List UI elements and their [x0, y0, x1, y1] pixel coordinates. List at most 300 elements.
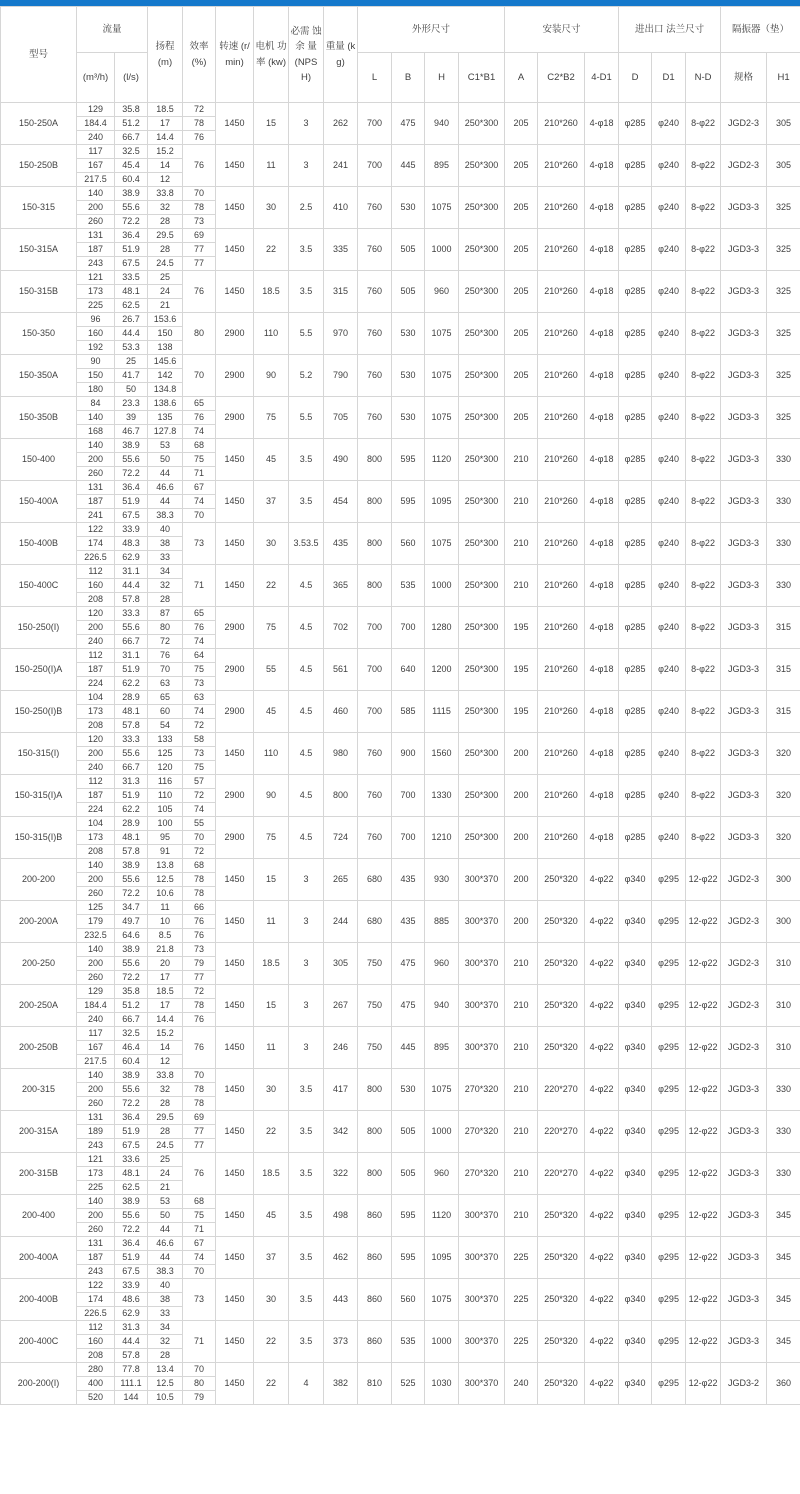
power-cell: 45: [254, 691, 289, 733]
dim-l-cell: 750: [358, 985, 392, 1027]
power-cell: 11: [254, 1027, 289, 1069]
c2b2-cell: 210*260: [538, 313, 585, 355]
c1b1-cell: 250*300: [459, 439, 505, 481]
weight-cell: 315: [324, 271, 358, 313]
npsh-cell: 3: [289, 901, 324, 943]
flow-m3h-cell: 131: [77, 229, 115, 243]
a-cell: 210: [505, 1111, 538, 1153]
a-cell: 210: [505, 439, 538, 481]
flow-ls-cell: 66.7: [115, 635, 148, 649]
nd-cell: 8-φ22: [686, 733, 721, 775]
flow-m3h-cell: 90: [77, 355, 115, 369]
head-cell: 10.5: [148, 1391, 183, 1405]
d-cell: φ340: [619, 901, 652, 943]
weight-cell: 265: [324, 859, 358, 901]
head-cell: 105: [148, 803, 183, 817]
4d1-cell: 4-φ22: [585, 1363, 619, 1405]
flow-m3h-cell: 179: [77, 915, 115, 929]
dim-h-cell: 1120: [425, 439, 459, 481]
dim-l-cell: 800: [358, 1153, 392, 1195]
eff-cell: 67: [183, 481, 216, 495]
head-cell: 91: [148, 845, 183, 859]
spec-cell: JGD2-3: [721, 985, 767, 1027]
nd-cell: 12-φ22: [686, 1363, 721, 1405]
dim-h-cell: 895: [425, 1027, 459, 1069]
flow-m3h-cell: 160: [77, 579, 115, 593]
head-cell: 28: [148, 243, 183, 257]
c2b2-cell: 210*260: [538, 565, 585, 607]
flow-m3h-cell: 260: [77, 467, 115, 481]
head-cell: 125: [148, 747, 183, 761]
head-cell: 138.6: [148, 397, 183, 411]
flow-ls-cell: 38.9: [115, 1195, 148, 1209]
dim-h-cell: 960: [425, 943, 459, 985]
dim-b-cell: 700: [392, 607, 425, 649]
table-row: [1, 901, 800, 915]
c1b1-cell: 250*300: [459, 607, 505, 649]
spec-cell: JGD3-3: [721, 313, 767, 355]
flow-m3h-cell: 131: [77, 1111, 115, 1125]
head-cell: 138: [148, 341, 183, 355]
d-cell: φ285: [619, 817, 652, 859]
flow-ls-cell: 33.9: [115, 1279, 148, 1293]
head-cell: 32: [148, 1083, 183, 1097]
4d1-cell: 4-φ18: [585, 775, 619, 817]
flow-m3h-cell: 121: [77, 1153, 115, 1167]
flow-ls-cell: 72.2: [115, 1097, 148, 1111]
dim-b-cell: 530: [392, 397, 425, 439]
npsh-cell: 3.5: [289, 229, 324, 271]
head-cell: 24.5: [148, 257, 183, 271]
col-header-dims-group: 外形尺寸: [358, 7, 505, 53]
d1-cell: φ240: [652, 481, 686, 523]
flow-m3h-cell: 167: [77, 1041, 115, 1055]
model-cell: 150-315(I)A: [1, 775, 77, 817]
c1b1-cell: 250*300: [459, 817, 505, 859]
weight-cell: 462: [324, 1237, 358, 1279]
d1-cell: φ240: [652, 355, 686, 397]
flow-ls-cell: 51.2: [115, 117, 148, 131]
dim-h-cell: 1075: [425, 523, 459, 565]
h1-cell: 325: [767, 271, 800, 313]
eff-cell: 67: [183, 1237, 216, 1251]
eff-cell: 68: [183, 439, 216, 453]
eff-cell: 66: [183, 901, 216, 915]
h1-cell: 330: [767, 565, 800, 607]
c1b1-cell: 250*300: [459, 103, 505, 145]
4d1-cell: 4-φ18: [585, 355, 619, 397]
c2b2-cell: 250*320: [538, 985, 585, 1027]
power-cell: 18.5: [254, 1153, 289, 1195]
flow-ls-cell: 48.1: [115, 705, 148, 719]
c1b1-cell: 300*370: [459, 943, 505, 985]
flow-ls-cell: 55.6: [115, 873, 148, 887]
head-cell: 38: [148, 1293, 183, 1307]
eff-cell: 69: [183, 229, 216, 243]
flow-m3h-cell: 226.5: [77, 1307, 115, 1321]
flow-ls-cell: 32.5: [115, 145, 148, 159]
spec-cell: JGD3-3: [721, 187, 767, 229]
model-cell: 200-400A: [1, 1237, 77, 1279]
c2b2-cell: 250*320: [538, 859, 585, 901]
d-cell: φ285: [619, 733, 652, 775]
head-cell: 32: [148, 1335, 183, 1349]
dim-l-cell: 700: [358, 649, 392, 691]
col-header-spec: 规格: [721, 53, 767, 103]
flow-m3h-cell: 187: [77, 495, 115, 509]
dim-l-cell: 760: [358, 355, 392, 397]
h1-cell: 305: [767, 145, 800, 187]
eff-cell: 72: [183, 103, 216, 117]
col-header-eff: 效率 (%): [183, 7, 216, 103]
a-cell: 210: [505, 1195, 538, 1237]
d1-cell: φ295: [652, 943, 686, 985]
weight-cell: 970: [324, 313, 358, 355]
spec-cell: JGD3-3: [721, 439, 767, 481]
table-row: [1, 103, 800, 117]
a-cell: 195: [505, 649, 538, 691]
weight-cell: 800: [324, 775, 358, 817]
4d1-cell: 4-φ22: [585, 1237, 619, 1279]
c2b2-cell: 210*260: [538, 691, 585, 733]
h1-cell: 310: [767, 1027, 800, 1069]
h1-cell: 315: [767, 691, 800, 733]
flow-m3h-cell: 112: [77, 649, 115, 663]
flow-m3h-cell: 129: [77, 103, 115, 117]
col-header-D: D: [619, 53, 652, 103]
model-cell: 150-250(I)B: [1, 691, 77, 733]
c1b1-cell: 250*300: [459, 733, 505, 775]
flow-ls-cell: 46.4: [115, 1041, 148, 1055]
a-cell: 225: [505, 1321, 538, 1363]
4d1-cell: 4-φ18: [585, 187, 619, 229]
a-cell: 200: [505, 901, 538, 943]
model-cell: 150-400C: [1, 565, 77, 607]
flow-ls-cell: 57.8: [115, 593, 148, 607]
power-cell: 37: [254, 481, 289, 523]
flow-m3h-cell: 160: [77, 1335, 115, 1349]
head-cell: 133: [148, 733, 183, 747]
flow-ls-cell: 33.5: [115, 271, 148, 285]
flow-m3h-cell: 200: [77, 1209, 115, 1223]
nd-cell: 8-φ22: [686, 439, 721, 481]
a-cell: 225: [505, 1237, 538, 1279]
flow-ls-cell: 62.9: [115, 1307, 148, 1321]
speed-cell: 2900: [216, 817, 254, 859]
flow-m3h-cell: 208: [77, 593, 115, 607]
h1-cell: 325: [767, 397, 800, 439]
a-cell: 205: [505, 313, 538, 355]
col-header-power: 电机 功率 (kw): [254, 7, 289, 103]
nd-cell: 8-φ22: [686, 691, 721, 733]
4d1-cell: 4-φ22: [585, 1111, 619, 1153]
h1-cell: 330: [767, 439, 800, 481]
a-cell: 200: [505, 859, 538, 901]
c2b2-cell: 210*260: [538, 649, 585, 691]
model-cell: 200-400: [1, 1195, 77, 1237]
dim-b-cell: 530: [392, 187, 425, 229]
flow-ls-cell: 41.7: [115, 369, 148, 383]
table-row: [1, 397, 800, 411]
eff-cell: 75: [183, 453, 216, 467]
4d1-cell: 4-φ18: [585, 439, 619, 481]
table-row: [1, 313, 800, 327]
d1-cell: φ295: [652, 1237, 686, 1279]
flow-m3h-cell: 112: [77, 565, 115, 579]
nd-cell: 12-φ22: [686, 859, 721, 901]
c2b2-cell: 250*320: [538, 1195, 585, 1237]
eff-cell: 74: [183, 495, 216, 509]
c2b2-cell: 250*320: [538, 1279, 585, 1321]
dim-l-cell: 810: [358, 1363, 392, 1405]
head-cell: 28: [148, 1349, 183, 1363]
d-cell: φ285: [619, 691, 652, 733]
col-header-model: 型号: [1, 7, 77, 103]
nd-cell: 12-φ22: [686, 1111, 721, 1153]
d1-cell: φ240: [652, 733, 686, 775]
dim-b-cell: 560: [392, 1279, 425, 1321]
dim-b-cell: 560: [392, 523, 425, 565]
speed-cell: 2900: [216, 775, 254, 817]
head-cell: 8.5: [148, 929, 183, 943]
col-header-B: B: [392, 53, 425, 103]
d1-cell: φ240: [652, 271, 686, 313]
col-header-C2B2: C2*B2: [538, 53, 585, 103]
spec-cell: JGD3-3: [721, 355, 767, 397]
eff-cell: 72: [183, 719, 216, 733]
d-cell: φ285: [619, 439, 652, 481]
flow-ls-cell: 38.9: [115, 187, 148, 201]
flow-m3h-cell: 180: [77, 383, 115, 397]
c2b2-cell: 210*260: [538, 355, 585, 397]
head-cell: 14: [148, 159, 183, 173]
speed-cell: 2900: [216, 397, 254, 439]
head-cell: 25: [148, 1153, 183, 1167]
eff-cell: 76: [183, 1153, 216, 1195]
dim-l-cell: 860: [358, 1279, 392, 1321]
flow-m3h-cell: 140: [77, 187, 115, 201]
a-cell: 210: [505, 1027, 538, 1069]
model-cell: 200-315A: [1, 1111, 77, 1153]
head-cell: 120: [148, 761, 183, 775]
header-group-row: [1, 7, 800, 53]
table-row: [1, 1195, 800, 1209]
d-cell: φ340: [619, 1363, 652, 1405]
model-cell: 200-250: [1, 943, 77, 985]
speed-cell: 1450: [216, 103, 254, 145]
flow-m3h-cell: 208: [77, 1349, 115, 1363]
table-body: [1, 103, 800, 1405]
h1-cell: 345: [767, 1195, 800, 1237]
eff-cell: 73: [183, 1279, 216, 1321]
power-cell: 45: [254, 439, 289, 481]
flow-ls-cell: 60.4: [115, 173, 148, 187]
flow-m3h-cell: 104: [77, 691, 115, 705]
table-row: [1, 1153, 800, 1167]
flow-ls-cell: 72.2: [115, 215, 148, 229]
dim-b-cell: 595: [392, 481, 425, 523]
h1-cell: 315: [767, 649, 800, 691]
flow-m3h-cell: 140: [77, 411, 115, 425]
flow-m3h-cell: 200: [77, 1083, 115, 1097]
model-cell: 200-250A: [1, 985, 77, 1027]
table-row: [1, 691, 800, 705]
c1b1-cell: 250*300: [459, 229, 505, 271]
weight-cell: 322: [324, 1153, 358, 1195]
flow-ls-cell: 44.4: [115, 327, 148, 341]
c2b2-cell: 210*260: [538, 397, 585, 439]
head-cell: 65: [148, 691, 183, 705]
eff-cell: 76: [183, 915, 216, 929]
table-row: [1, 607, 800, 621]
flow-ls-cell: 48.1: [115, 1167, 148, 1181]
nd-cell: 8-φ22: [686, 817, 721, 859]
spec-cell: JGD3-3: [721, 397, 767, 439]
eff-cell: 73: [183, 943, 216, 957]
c1b1-cell: 300*370: [459, 901, 505, 943]
flow-m3h-cell: 122: [77, 1279, 115, 1293]
eff-cell: 78: [183, 1097, 216, 1111]
col-header-speed: 转速 (r/min): [216, 7, 254, 103]
nd-cell: 8-φ22: [686, 649, 721, 691]
eff-cell: 75: [183, 761, 216, 775]
col-header-npsh: 必需 蚀余 量 (NPSH): [289, 7, 324, 103]
head-cell: 12: [148, 173, 183, 187]
eff-cell: 78: [183, 117, 216, 131]
flow-ls-cell: 36.4: [115, 229, 148, 243]
head-cell: 17: [148, 117, 183, 131]
table-row: [1, 1363, 800, 1377]
npsh-cell: 3: [289, 145, 324, 187]
speed-cell: 1450: [216, 145, 254, 187]
d-cell: φ285: [619, 649, 652, 691]
c1b1-cell: 250*300: [459, 481, 505, 523]
speed-cell: 1450: [216, 985, 254, 1027]
head-cell: 95: [148, 831, 183, 845]
dim-h-cell: 1120: [425, 1195, 459, 1237]
table-row: [1, 229, 800, 243]
weight-cell: 790: [324, 355, 358, 397]
dim-h-cell: 885: [425, 901, 459, 943]
flow-ls-cell: 34.7: [115, 901, 148, 915]
head-cell: 76: [148, 649, 183, 663]
d-cell: φ340: [619, 1069, 652, 1111]
dim-h-cell: 1095: [425, 1237, 459, 1279]
head-cell: 24.5: [148, 1139, 183, 1153]
head-cell: 40: [148, 523, 183, 537]
dim-b-cell: 585: [392, 691, 425, 733]
head-cell: 12.5: [148, 873, 183, 887]
flow-m3h-cell: 260: [77, 971, 115, 985]
head-cell: 24: [148, 1167, 183, 1181]
dim-h-cell: 940: [425, 103, 459, 145]
head-cell: 28: [148, 1097, 183, 1111]
table-row: [1, 1237, 800, 1251]
h1-cell: 310: [767, 985, 800, 1027]
npsh-cell: 3: [289, 943, 324, 985]
flow-ls-cell: 35.8: [115, 985, 148, 999]
dim-b-cell: 595: [392, 439, 425, 481]
spec-cell: JGD3-3: [721, 607, 767, 649]
spec-cell: JGD2-3: [721, 943, 767, 985]
d-cell: φ285: [619, 187, 652, 229]
npsh-cell: 4.5: [289, 649, 324, 691]
power-cell: 55: [254, 649, 289, 691]
npsh-cell: 4.5: [289, 733, 324, 775]
eff-cell: 79: [183, 957, 216, 971]
a-cell: 210: [505, 565, 538, 607]
col-header-flow-group: 流量: [77, 7, 148, 53]
flow-ls-cell: 33.9: [115, 523, 148, 537]
weight-cell: 305: [324, 943, 358, 985]
table-row: [1, 523, 800, 537]
flow-m3h-cell: 150: [77, 369, 115, 383]
model-cell: 200-200: [1, 859, 77, 901]
weight-cell: 435: [324, 523, 358, 565]
flow-m3h-cell: 243: [77, 257, 115, 271]
power-cell: 37: [254, 1237, 289, 1279]
flow-ls-cell: 31.3: [115, 775, 148, 789]
eff-cell: 72: [183, 789, 216, 803]
flow-ls-cell: 55.6: [115, 747, 148, 761]
head-cell: 33: [148, 1307, 183, 1321]
d1-cell: φ240: [652, 523, 686, 565]
col-header-weight: 重量 (kg): [324, 7, 358, 103]
4d1-cell: 4-φ22: [585, 943, 619, 985]
flow-ls-cell: 38.9: [115, 859, 148, 873]
c2b2-cell: 210*260: [538, 817, 585, 859]
col-header-head: 扬程 (m): [148, 7, 183, 103]
spec-cell: JGD3-3: [721, 1153, 767, 1195]
head-cell: 150: [148, 327, 183, 341]
flow-m3h-cell: 200: [77, 201, 115, 215]
d1-cell: φ240: [652, 103, 686, 145]
d-cell: φ285: [619, 313, 652, 355]
flow-m3h-cell: 140: [77, 859, 115, 873]
flow-m3h-cell: 217.5: [77, 1055, 115, 1069]
flow-ls-cell: 48.1: [115, 831, 148, 845]
4d1-cell: 4-φ22: [585, 1321, 619, 1363]
nd-cell: 12-φ22: [686, 1153, 721, 1195]
nd-cell: 8-φ22: [686, 187, 721, 229]
flow-m3h-cell: 174: [77, 1293, 115, 1307]
eff-cell: 76: [183, 411, 216, 425]
spec-cell: JGD3-3: [721, 481, 767, 523]
spec-cell: JGD3-3: [721, 565, 767, 607]
head-cell: 18.5: [148, 103, 183, 117]
flow-m3h-cell: 208: [77, 719, 115, 733]
eff-cell: 70: [183, 1265, 216, 1279]
d1-cell: φ240: [652, 397, 686, 439]
table-row: [1, 1321, 800, 1335]
head-cell: 53: [148, 439, 183, 453]
eff-cell: 76: [183, 271, 216, 313]
c2b2-cell: 210*260: [538, 481, 585, 523]
speed-cell: 1450: [216, 523, 254, 565]
speed-cell: 1450: [216, 1195, 254, 1237]
head-cell: 28: [148, 1125, 183, 1139]
flow-m3h-cell: 224: [77, 677, 115, 691]
eff-cell: 71: [183, 565, 216, 607]
nd-cell: 12-φ22: [686, 985, 721, 1027]
npsh-cell: 5.5: [289, 313, 324, 355]
nd-cell: 8-φ22: [686, 145, 721, 187]
dim-l-cell: 760: [358, 733, 392, 775]
eff-cell: 71: [183, 1223, 216, 1237]
dim-h-cell: 1330: [425, 775, 459, 817]
spec-cell: JGD3-3: [721, 817, 767, 859]
dim-h-cell: 1200: [425, 649, 459, 691]
